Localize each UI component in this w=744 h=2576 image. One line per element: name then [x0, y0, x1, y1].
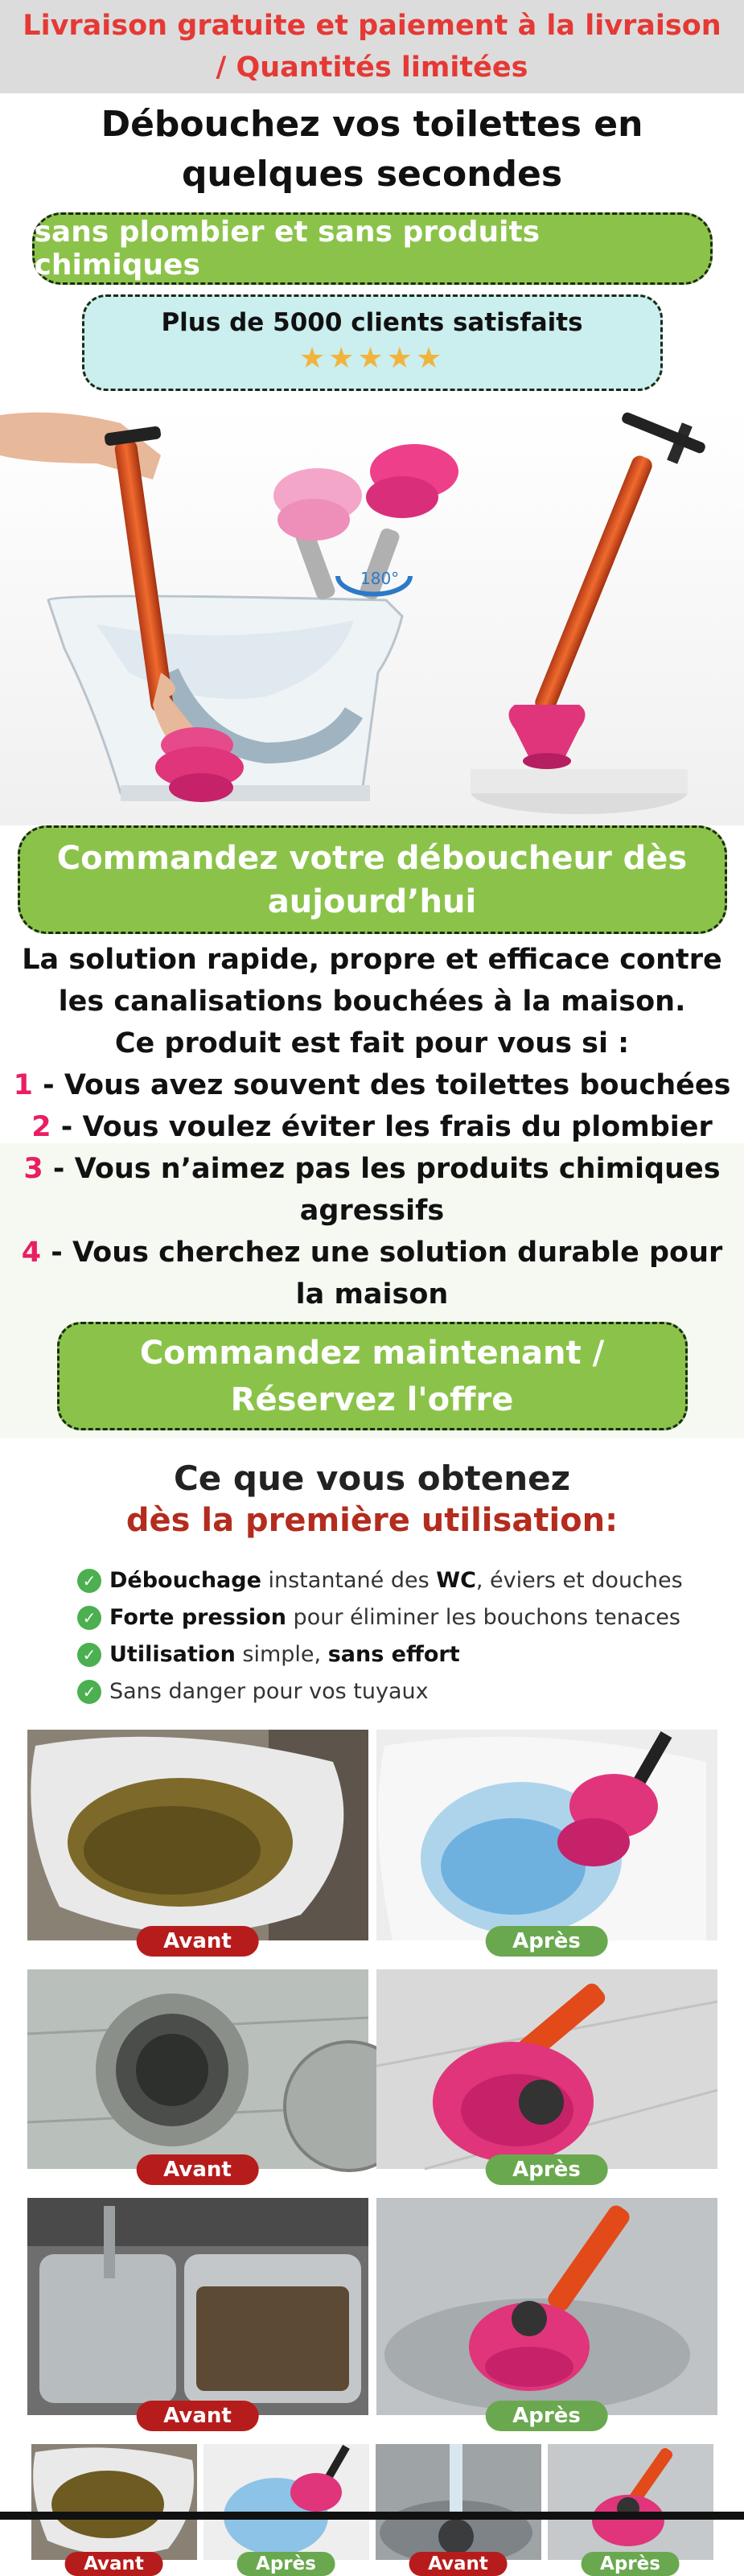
benefit-bold: Forte pression — [109, 1605, 286, 1630]
rating-text: Plus de 5000 clients satisfaits — [161, 308, 583, 337]
before-after-row-toilet — [0, 1730, 744, 1953]
dirty-toilet-icon — [27, 1730, 368, 1940]
before-toilet-small-image — [31, 2444, 197, 2574]
order-today-label: Commandez votre déboucheur dès aujourd’hui — [56, 839, 688, 920]
after-sink-image — [376, 2198, 717, 2428]
benefit-text: pour éliminer les bouchons tenaces — [286, 1605, 680, 1630]
before-sink-small-image — [376, 2444, 541, 2574]
reason-text: - Vous voulez éviter les frais du plombier — [51, 1111, 713, 1143]
benefits-heading — [0, 1458, 744, 1541]
order-now-label: Commandez maintenant / Réservez l'offre — [139, 1334, 605, 1418]
reason-number: 2 — [31, 1111, 51, 1143]
benefits-subtitle: dès la première utilisation: — [125, 1502, 619, 1539]
before-label: Avant — [409, 2552, 508, 2576]
dirty-toilet-small-icon — [31, 2444, 197, 2560]
reason-item — [0, 1232, 744, 1315]
clean-toilet-small-icon — [203, 2444, 369, 2560]
plunger-drain-icon — [376, 1969, 717, 2169]
benefit-item — [77, 1636, 744, 1673]
reason-item — [0, 1106, 744, 1148]
before-after-gallery — [0, 1730, 744, 2574]
reason-number: 1 — [13, 1069, 33, 1101]
promo-banner — [0, 0, 744, 93]
benefits-list — [77, 1562, 744, 1710]
star-rating-icon: ★★★★★ — [298, 342, 446, 375]
pitch-line-1: La solution rapide, propre et efficace contre les canalisations bouchées à la maison. — [22, 944, 722, 1018]
clogged-drain-icon — [27, 1969, 368, 2169]
after-toilet-image — [376, 1730, 717, 1953]
before-label: Avant — [136, 2154, 259, 2185]
benefit-text: simple, — [235, 1642, 328, 1667]
benefits-title: Ce que vous obtenez — [173, 1459, 571, 1498]
before-label: Avant — [136, 2401, 259, 2431]
before-after-row-drain — [0, 1969, 744, 2182]
benefit-text: , éviers et douches — [475, 1568, 683, 1593]
page-title: Débouchez vos toilettes en quelques secondes — [101, 104, 643, 195]
check-icon: ✓ — [77, 1569, 101, 1593]
reason-item — [0, 1064, 744, 1106]
check-icon: ✓ — [77, 1643, 101, 1667]
after-sink-small-image — [548, 2444, 713, 2574]
before-drain-image — [27, 1969, 368, 2182]
subtitle-pill — [32, 212, 713, 285]
reason-text: - Vous n’aimez pas les produits chimiques agressifs — [43, 1153, 721, 1227]
benefit-bold: Débouchage — [109, 1568, 261, 1593]
clean-toilet-icon — [376, 1730, 717, 1940]
after-toilet-small-image — [203, 2444, 369, 2574]
running-sink-small-icon — [376, 2444, 541, 2560]
before-label: Avant — [136, 1926, 259, 1957]
reason-text: - Vous avez souvent des toilettes bouchées — [32, 1069, 731, 1101]
after-label: Après — [581, 2552, 680, 2576]
after-label: Après — [485, 2154, 608, 2185]
reason-number: 4 — [21, 1237, 42, 1269]
reason-item — [0, 1148, 744, 1232]
before-label: Avant — [64, 2552, 163, 2576]
promo-banner-text: Livraison gratuite et paiement à la livraison / Quantités limitées — [23, 10, 721, 84]
benefit-text: Sans danger pour vos tuyaux — [109, 1679, 429, 1704]
rotation-label: 180° — [360, 569, 400, 588]
footer-bar — [0, 2512, 744, 2520]
benefit-bold: Utilisation — [109, 1642, 236, 1667]
plunger-sink-small-icon — [548, 2444, 713, 2560]
after-label: Après — [485, 2401, 608, 2431]
order-today-button[interactable] — [18, 825, 727, 934]
plunger-sink-icon — [376, 2198, 717, 2415]
benefit-bold: WC — [436, 1568, 476, 1593]
check-icon: ✓ — [77, 1606, 101, 1630]
check-icon: ✓ — [77, 1680, 101, 1704]
after-label: Après — [485, 1926, 608, 1957]
before-after-row-small — [0, 2444, 744, 2574]
rating-box — [82, 294, 663, 391]
order-now-button[interactable] — [57, 1322, 688, 1430]
before-after-row-sink — [0, 2198, 744, 2428]
before-toilet-image — [27, 1730, 368, 1953]
subtitle-pill-text: sans plombier et sans produits chimiques — [34, 216, 541, 282]
clogged-sink-icon — [27, 2198, 368, 2415]
benefit-item — [77, 1562, 744, 1599]
pitch-section — [0, 934, 744, 1438]
before-sink-image — [27, 2198, 368, 2428]
reason-number: 3 — [23, 1153, 43, 1185]
benefit-bold: sans effort — [327, 1642, 460, 1667]
benefit-text: instantané des — [261, 1568, 437, 1593]
benefit-item — [77, 1599, 744, 1636]
reason-text: - Vous cherchez une solution durable pour la maison — [41, 1237, 723, 1311]
pitch-line-2: Ce produit est fait pour vous si : — [114, 1027, 630, 1060]
hero-product-image — [0, 407, 744, 825]
benefit-item — [77, 1673, 744, 1710]
hero-illustration — [0, 407, 744, 825]
after-drain-image — [376, 1969, 717, 2182]
after-label: Après — [236, 2552, 335, 2576]
